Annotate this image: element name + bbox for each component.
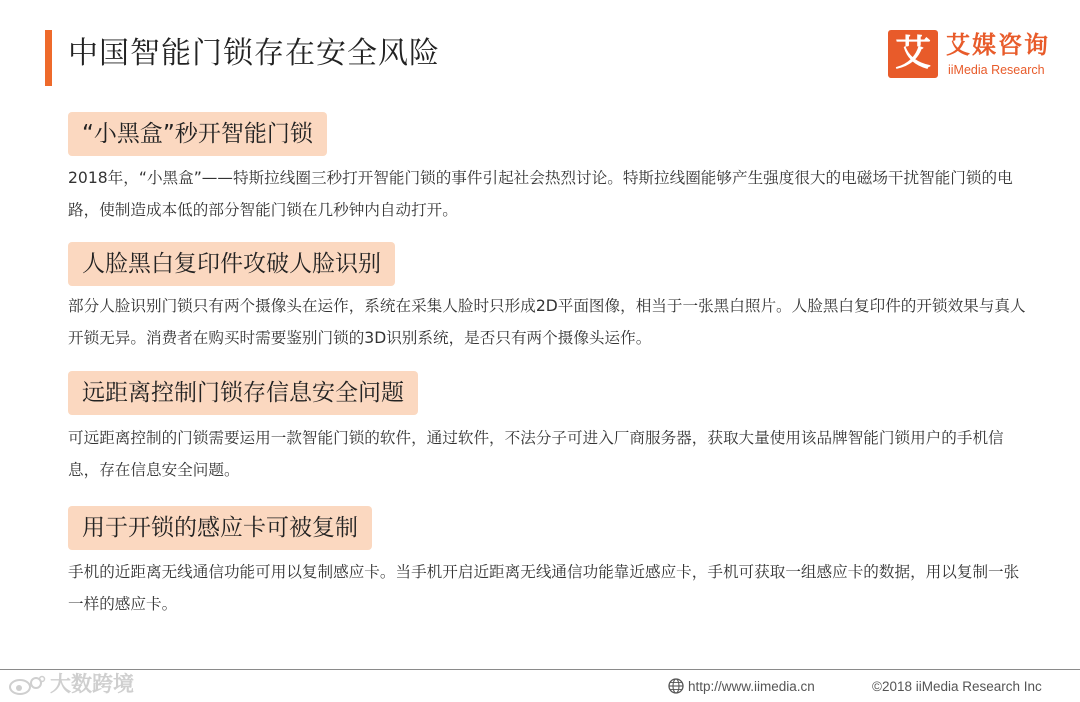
section-heading-remote-control: 远距离控制门锁存信息安全问题 [68, 371, 418, 415]
footer-divider [0, 669, 1080, 670]
globe-icon [668, 678, 684, 694]
section-heading-black-box: “小黑盒”秒开智能门锁 [68, 112, 327, 156]
logo-name-en: iiMedia Research [948, 63, 1045, 77]
iimedia-logo [888, 30, 1063, 80]
section-heading-face-copy: 人脸黑白复印件攻破人脸识别 [68, 242, 395, 286]
section-heading-card-copy: 用于开锁的感应卡可被复制 [68, 506, 372, 550]
logo-name-cn: 艾媒咨询 [946, 31, 1050, 59]
footer-copyright: ©2018 iiMedia Research Inc [872, 679, 1042, 694]
section-body-remote-control: 可远距离控制的门锁需要运用一款智能门锁的软件，通过软件，不法分子可进入厂商服务器，获取大量使用该品牌智能门锁用户的手机信息，存在信息安全问题。 [68, 429, 1004, 479]
section-body-black-box: 2018年，“小黑盒”——特斯拉线圈三秒打开智能门锁的事件引起社会热烈讨论。特斯拉线圈能够产生强度很大的电磁场干扰智能门锁的电路，使制造成本低的部分智能门锁在几秒钟内自动打开。 [68, 169, 1013, 219]
section-body-card-copy: 手机的近距离无线通信功能可用以复制感应卡。当手机开启近距离无线通信功能靠近感应卡，手机可获取一组感应卡的数据，用以复制一张一样的感应卡。 [68, 563, 1020, 613]
watermark [8, 670, 134, 698]
weibo-logo-icon [8, 674, 46, 696]
title-accent-bar [45, 30, 52, 86]
watermark-text: 大数跨境 [50, 672, 134, 696]
footer-url-text[interactable]: http://www.iimedia.cn [688, 679, 815, 694]
section-body-face-copy: 部分人脸识别门锁只有两个摄像头在运作，系统在采集人脸时只形成2D平面图像，相当于一张黑白照片。人脸黑白复印件的开锁效果与真人开锁无异。消费者在购买时需要鉴别门锁的3D识别系统，是否只有两个摄像头运作。 [68, 297, 1026, 347]
logo-mark: 艾 [888, 30, 938, 78]
page-title: 中国智能门锁存在安全风险 [68, 36, 440, 71]
footer-website[interactable] [668, 676, 815, 698]
